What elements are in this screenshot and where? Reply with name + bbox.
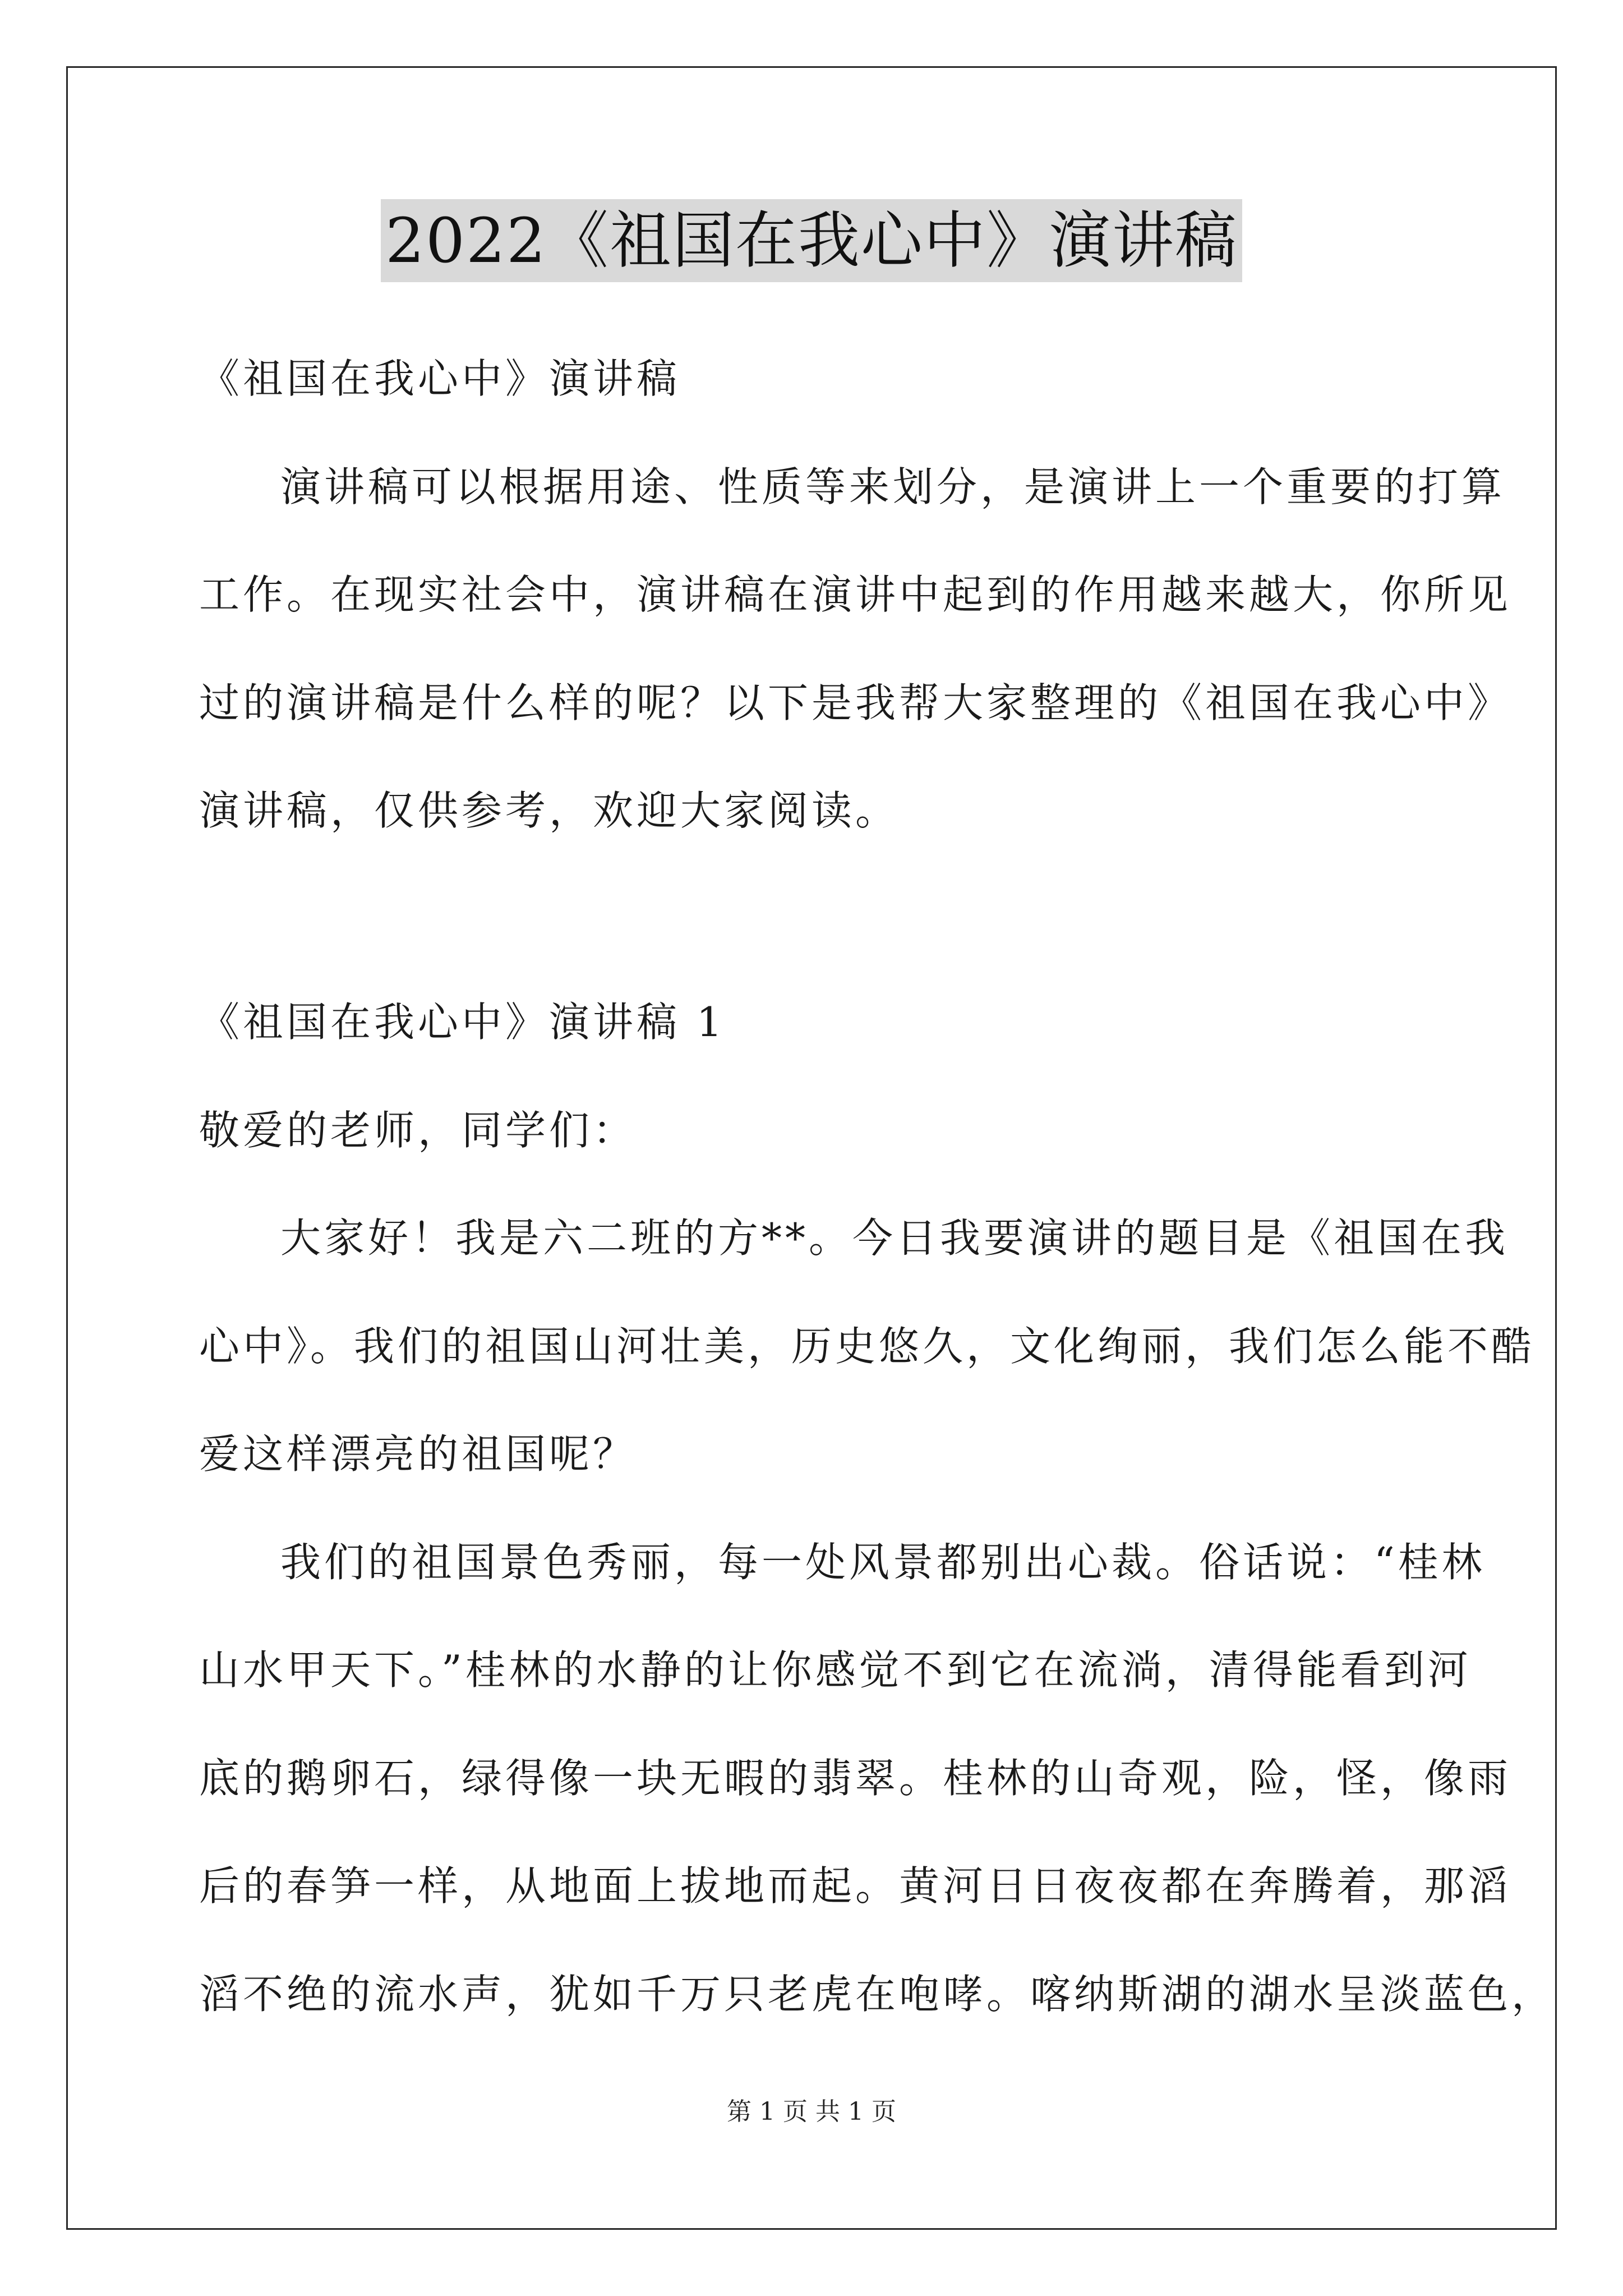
document-title: 2022《祖国在我心中》演讲稿 bbox=[381, 199, 1242, 282]
paragraph-line: 过的演讲稿是什么样的呢？以下是我帮大家整理的《祖国在我心中》 bbox=[199, 679, 1512, 726]
title-container bbox=[0, 199, 1623, 282]
salutation-line: 敬爱的老师，同学们： bbox=[199, 1107, 637, 1154]
paragraph-line: 滔不绝的流水声，犹如千万只老虎在咆哮。喀纳斯湖的湖水呈淡蓝色， bbox=[199, 1971, 1556, 2018]
paragraph-line: 我们的祖国景色秀丽，每一处风景都别出心裁。俗话说：“桂林 bbox=[280, 1539, 1486, 1586]
paragraph-line: 演讲稿可以根据用途、性质等来划分，是演讲上一个重要的打算 bbox=[280, 463, 1506, 510]
paragraph-line: 大家好！我是六二班的方**。今日我要演讲的题目是《祖国在我 bbox=[280, 1214, 1509, 1262]
section-heading: 《祖国在我心中》演讲稿 1 bbox=[199, 999, 726, 1046]
page-number-footer: 第 1 页 共 1 页 bbox=[727, 2097, 896, 2126]
paragraph-line: 演讲稿，仅供参考，欢迎大家阅读。 bbox=[199, 787, 900, 834]
paragraph-line: 爱这样漂亮的祖国呢？ bbox=[199, 1430, 637, 1478]
paragraph-line: 工作。在现实社会中，演讲稿在演讲中起到的作用越来越大，你所见 bbox=[199, 571, 1512, 618]
paragraph-line: 心中》。我们的祖国山河壮美，历史悠久，文化绚丽，我们怎么能不酷 bbox=[199, 1323, 1536, 1370]
paragraph-line: 山水甲天下。”桂林的水静的让你感觉不到它在流淌，清得能看到河 bbox=[199, 1646, 1472, 1694]
subtitle-line: 《祖国在我心中》演讲稿 bbox=[199, 355, 681, 402]
paragraph-line: 后的春笋一样，从地面上拔地而起。黄河日日夜夜都在奔腾着，那滔 bbox=[199, 1862, 1512, 1910]
paragraph-line: 底的鹅卵石，绿得像一块无暇的翡翠。桂林的山奇观，险，怪，像雨 bbox=[199, 1755, 1512, 1802]
